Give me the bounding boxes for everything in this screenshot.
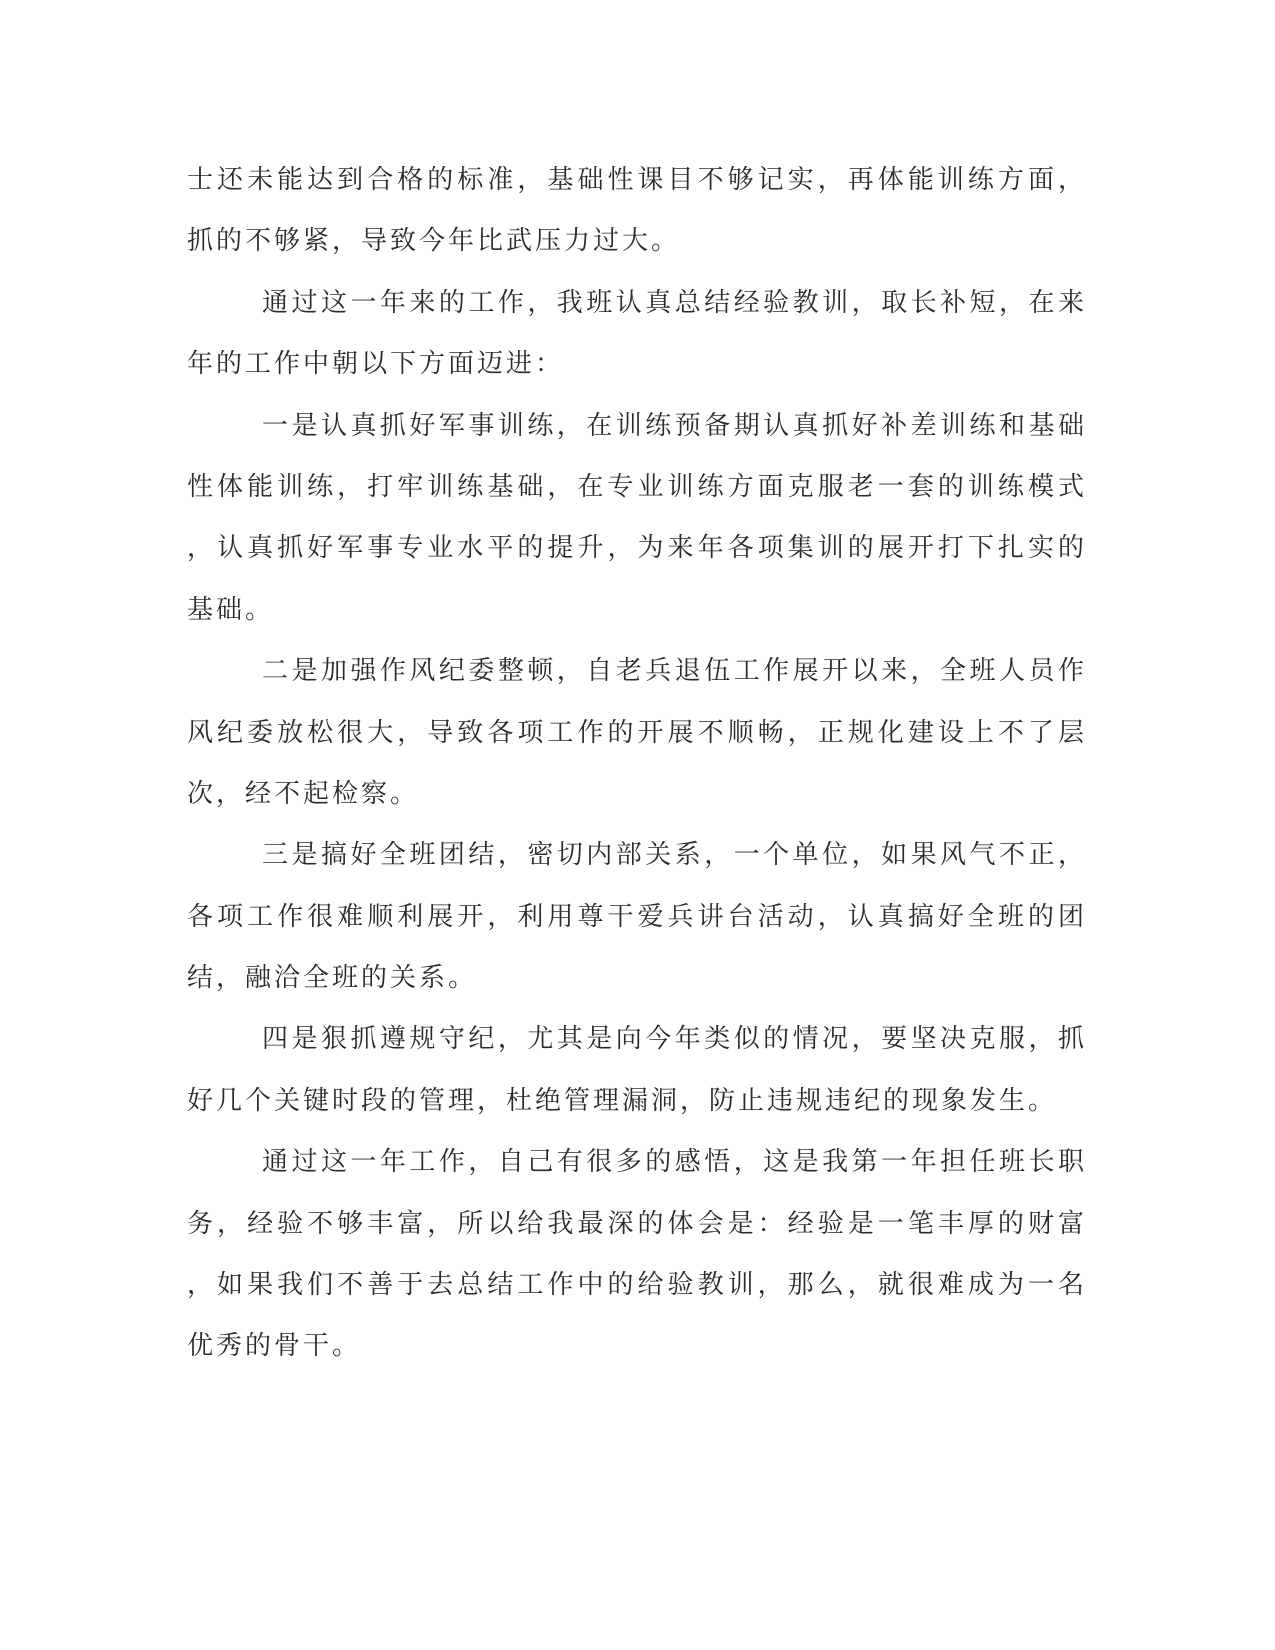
paragraph-first-line: 三是搞好全班团结，密切内部关系，一个单位，如果风气不正， bbox=[262, 840, 1087, 871]
text-line: ，认真抓好军事专业水平的提升，为来年各项集训的展开打下扎实的 bbox=[187, 533, 1087, 564]
paragraph-first-line: 四是狠抓遵规守纪，尤其是向今年类似的情况，要坚决克服，抓 bbox=[262, 1024, 1087, 1055]
text-line: 风纪委放松很大，导致各项工作的开展不顺畅，正规化建设上不了层 bbox=[187, 717, 1087, 748]
text-line: 年的工作中朝以下方面迈进： bbox=[187, 349, 565, 380]
paragraph-first-line: 二是加强作风纪委整顿，自老兵退伍工作展开以来，全班人员作 bbox=[262, 656, 1087, 687]
text-line: 基础。 bbox=[187, 594, 275, 625]
text-line: 士还未能达到合格的标准，基础性课目不够记实，再体能训练方面， bbox=[187, 165, 1087, 195]
text-line: ，如果我们不善于去总结工作中的给验教训，那么，就很难成为一名 bbox=[187, 1270, 1087, 1301]
text-line: 次，经不起检察。 bbox=[187, 778, 420, 809]
text-line: 优秀的骨干。 bbox=[187, 1331, 362, 1362]
text-line: 结，融洽全班的关系。 bbox=[187, 963, 478, 994]
document-page bbox=[187, 150, 1087, 1378]
text-line: 抓的不够紧，导致今年比武压力过大。 bbox=[187, 226, 681, 257]
text-line: 性体能训练，打牢训练基础，在专业训练方面克服老一套的训练模式 bbox=[187, 471, 1087, 502]
text-line: 好几个关键时段的管理，杜绝管理漏洞，防止违规违纪的现象发生。 bbox=[187, 1085, 1058, 1116]
text-line: 务，经验不够丰富，所以给我最深的体会是：经验是一笔丰厚的财富 bbox=[187, 1208, 1087, 1239]
text-line: 各项工作很难顺利展开，利用尊干爱兵讲台活动，认真搞好全班的团 bbox=[187, 901, 1087, 932]
paragraph-first-line: 一是认真抓好军事训练，在训练预备期认真抓好补差训练和基础 bbox=[262, 410, 1087, 441]
paragraph-first-line: 通过这一年来的工作，我班认真总结经验教训，取长补短，在来 bbox=[262, 287, 1087, 318]
paragraph-first-line: 通过这一年工作，自己有很多的感悟，这是我第一年担任班长职 bbox=[262, 1147, 1087, 1178]
